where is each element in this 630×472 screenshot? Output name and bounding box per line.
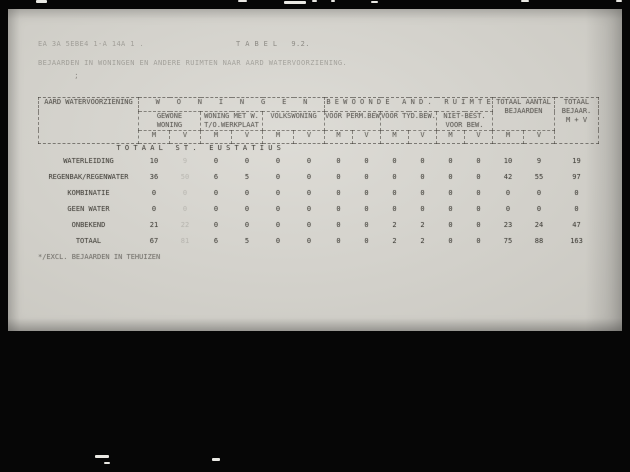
- sex-col-m: M: [263, 130, 294, 143]
- value-cell: 0: [448, 172, 453, 181]
- table-row: [39, 237, 599, 253]
- subgroup-voor-perm-bew: [325, 112, 381, 131]
- value-cell: 0: [244, 220, 250, 229]
- value-cell: 47: [572, 220, 581, 229]
- value-cell: 0: [448, 188, 453, 197]
- value-cell: 42: [503, 172, 513, 181]
- value-cell: 0: [392, 204, 397, 213]
- value-cell: 0: [364, 172, 369, 181]
- row-label: KOMBINATIE: [67, 188, 110, 197]
- value-cell: 0: [244, 188, 250, 197]
- value-cell: 0: [182, 188, 188, 197]
- scan-noise-speck: [104, 462, 110, 464]
- value-cell: 5: [244, 236, 250, 245]
- value-cell: 0: [476, 236, 481, 245]
- group-woningen: W O N I N G E N: [139, 98, 325, 112]
- table-row: [39, 157, 599, 173]
- value-cell: 2: [392, 220, 397, 229]
- value-cell: 19: [572, 156, 581, 165]
- sex-col-m: M: [325, 130, 353, 143]
- table-number-label: T A B E L 9.2.: [236, 40, 310, 48]
- sex-col-m: M: [493, 130, 524, 143]
- value-cell: 6: [213, 236, 219, 245]
- value-cell: 0: [476, 188, 481, 197]
- value-cell: 0: [536, 188, 542, 197]
- value-cell: 9: [536, 156, 542, 165]
- subgroup-voor-tyd-bew: [381, 112, 437, 131]
- value-cell: 0: [420, 188, 425, 197]
- value-cell: 0: [476, 220, 481, 229]
- row-label: WATERLEIDING: [63, 156, 114, 165]
- value-cell: 0: [306, 156, 312, 165]
- scan-noise-speck: [331, 0, 335, 2]
- value-cell: 81: [180, 236, 190, 245]
- value-cell: 0: [505, 188, 511, 197]
- value-cell: 0: [151, 188, 157, 197]
- value-cell: 50: [180, 172, 190, 181]
- value-cell: 97: [572, 172, 581, 181]
- value-cell: 0: [476, 204, 481, 213]
- group-totaal-mv: [555, 98, 599, 144]
- stray-mark: ;: [74, 71, 79, 80]
- value-cell: 0: [448, 156, 453, 165]
- sex-col-v: V: [353, 130, 381, 143]
- value-cell: 163: [570, 236, 583, 245]
- value-cell: 0: [448, 220, 453, 229]
- sex-col-m: M: [437, 130, 465, 143]
- footnote: */EXCL. BEJAARDEN IN TEHUIZEN: [38, 253, 161, 261]
- value-cell: 2: [420, 220, 425, 229]
- subgroup-label: WONING MET W.: [204, 112, 259, 120]
- scan-noise-speck: [238, 0, 247, 2]
- table-title: BEJAARDEN IN WONINGEN EN ANDERE RUIMTEN NAAR AARD WATERVOORZIENING.: [38, 59, 348, 67]
- value-cell: 36: [149, 172, 159, 181]
- value-cell: 9: [182, 156, 188, 165]
- sex-col-m: M: [201, 130, 232, 143]
- value-cell: 0: [574, 188, 579, 197]
- group-totaal-mv-line1: TOTAAL: [563, 98, 590, 106]
- value-cell: 0: [306, 220, 312, 229]
- sex-col-m: M: [139, 130, 170, 143]
- sex-col-v: V: [409, 130, 437, 143]
- table-row: [39, 221, 599, 237]
- value-cell: 0: [213, 204, 219, 213]
- scan-noise-speck: [616, 0, 622, 2]
- value-cell: 0: [364, 204, 369, 213]
- value-cell: 0: [364, 156, 369, 165]
- scan-noise-speck: [212, 458, 220, 461]
- scan-noise-speck: [371, 1, 378, 3]
- document-page: [8, 9, 622, 331]
- subgroup-label: VOOR BEW.: [445, 120, 484, 129]
- subgroup-label: T/O.WERKPLAAT: [204, 120, 259, 129]
- value-cell: 2: [392, 236, 397, 245]
- scan-noise-speck: [284, 1, 306, 4]
- value-cell: 0: [182, 204, 188, 213]
- subgroup-niet-bestemd: [437, 112, 493, 131]
- group-totaal-mv-line3: M + V: [565, 115, 588, 124]
- value-cell: 0: [336, 220, 341, 229]
- value-cell: 67: [149, 236, 159, 245]
- sex-col-v: V: [524, 130, 555, 143]
- group-totaal-aantal-line2: BEJAARDEN: [504, 106, 543, 115]
- value-cell: 0: [336, 188, 341, 197]
- value-cell: 2: [420, 236, 425, 245]
- value-cell: 0: [306, 236, 312, 245]
- sex-col-v: V: [232, 130, 263, 143]
- group-totaal-aantal-line1: TOTAAL AANTAL: [496, 98, 551, 106]
- value-cell: 0: [505, 204, 511, 213]
- value-cell: 0: [336, 172, 341, 181]
- row-label: GEEN WATER: [67, 204, 110, 213]
- group-bewoonde-andere-ruimte: B E W O O N D E A N D . R U I M T E: [325, 98, 493, 112]
- group-header-row: [39, 98, 599, 112]
- value-cell: 0: [213, 156, 219, 165]
- scan-noise-speck: [312, 0, 317, 2]
- value-cell: 5: [244, 172, 250, 181]
- value-cell: 0: [275, 236, 281, 245]
- value-cell: 0: [306, 188, 312, 197]
- value-cell: 21: [149, 220, 159, 229]
- value-cell: 0: [392, 156, 397, 165]
- subgroup-label: VOLKSWONING: [270, 112, 317, 120]
- value-cell: 75: [503, 236, 513, 245]
- subgroup-woning-met-werkplaats: [201, 112, 263, 131]
- sex-col-v: V: [170, 130, 201, 143]
- subgroup-label: NIET-BEST.: [443, 112, 486, 120]
- row-label: REGENBAK/REGENWATER: [48, 172, 129, 181]
- subgroup-label: WONING: [156, 120, 183, 129]
- value-cell: 0: [448, 204, 453, 213]
- value-cell: 0: [213, 220, 219, 229]
- subgroup-label: GEWONE: [156, 112, 183, 120]
- value-cell: 0: [151, 204, 157, 213]
- value-cell: 0: [275, 220, 281, 229]
- corner-label: AARD WATERVOORZIENING: [39, 98, 139, 144]
- group-totaal-aantal-bejaarden: [493, 98, 555, 131]
- table-row: [39, 173, 599, 189]
- value-cell: 10: [149, 156, 159, 165]
- value-cell: 0: [336, 204, 341, 213]
- value-cell: 0: [574, 204, 579, 213]
- group-totaal-mv-line2: BEJAAR.: [561, 106, 592, 115]
- subgroup-label: VOOR TYD.BEW.: [381, 112, 436, 120]
- value-cell: 0: [244, 204, 250, 213]
- value-cell: 0: [275, 188, 281, 197]
- value-cell: 0: [448, 236, 453, 245]
- value-cell: 24: [534, 220, 544, 229]
- scan-noise-speck: [521, 0, 529, 2]
- value-cell: 0: [392, 188, 397, 197]
- value-cell: 0: [364, 188, 369, 197]
- value-cell: 0: [364, 236, 369, 245]
- subgroup-volkswoning: [263, 112, 325, 131]
- value-cell: 6: [213, 172, 219, 181]
- value-cell: 0: [476, 156, 481, 165]
- value-cell: 0: [244, 156, 250, 165]
- value-cell: 0: [275, 156, 281, 165]
- value-cell: 23: [503, 220, 513, 229]
- scan-noise-speck: [95, 455, 109, 458]
- value-cell: 0: [420, 204, 425, 213]
- table-row: [39, 189, 599, 205]
- scan-noise-speck: [36, 0, 47, 3]
- value-cell: 0: [336, 236, 341, 245]
- statistics-table: [38, 97, 599, 253]
- value-cell: 88: [534, 236, 544, 245]
- table-row: [39, 205, 599, 221]
- running-header: EA 3A 5EBE4 1-A 14A 1 .: [38, 40, 145, 48]
- value-cell: 0: [536, 204, 542, 213]
- sex-col-m: M: [381, 130, 409, 143]
- value-cell: 0: [420, 156, 425, 165]
- value-cell: 0: [336, 156, 341, 165]
- value-cell: 0: [306, 172, 312, 181]
- value-cell: 0: [364, 220, 369, 229]
- section-title: T O T A A L S T . E U S T A T I U S: [116, 143, 281, 152]
- value-cell: 0: [476, 172, 481, 181]
- value-cell: 55: [534, 172, 544, 181]
- value-cell: 0: [306, 204, 312, 213]
- value-cell: 22: [180, 220, 190, 229]
- value-cell: 0: [392, 172, 397, 181]
- subgroup-label: VOOR PERM.BEW: [325, 112, 380, 120]
- row-label: TOTAAL: [75, 236, 102, 245]
- value-cell: 0: [213, 188, 219, 197]
- section-title-row: [39, 143, 599, 157]
- value-cell: 0: [275, 204, 281, 213]
- value-cell: 0: [275, 172, 281, 181]
- row-label: ONBEKEND: [71, 220, 106, 229]
- value-cell: 0: [420, 172, 425, 181]
- subgroup-gewone-woning: [139, 112, 201, 131]
- sex-col-v: V: [465, 130, 493, 143]
- value-cell: 10: [503, 156, 513, 165]
- sex-col-v: V: [294, 130, 325, 143]
